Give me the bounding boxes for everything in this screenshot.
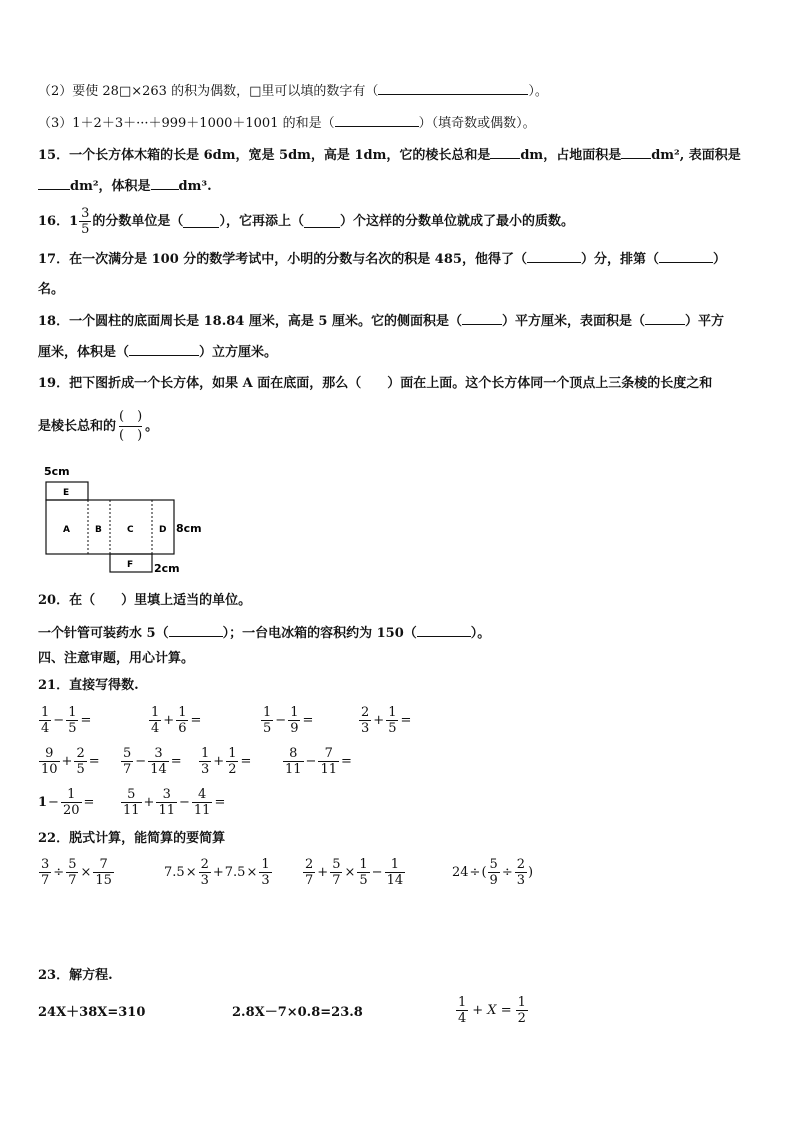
answer-blank[interactable] (378, 82, 528, 95)
answer-fraction[interactable]: $\frac{( )}{( )}$ (119, 409, 143, 443)
q22-expr-2: 7.5 × $\frac{2}{3}$ + 7.5 × $\frac{1}{3}$ (164, 857, 270, 888)
answer-blank[interactable] (151, 177, 179, 190)
q22-expr-3: $\frac{2}{7}$ + $\frac{5}{7}$ × $\frac{1}{5}$ − $\frac{1}{14}$ (305, 857, 404, 888)
q22-expr-1: $\frac{3}{7}$ ÷ $\frac{5}{7}$ × $\frac{7}{15}$ (41, 857, 112, 888)
q22-expr-4: 24 ÷ ( $\frac{5}{9}$ ÷ $\frac{2}{3}$ ) (452, 857, 534, 888)
q21-expr-7: $\frac{1}{3}$ + $\frac{1}{2}$ = (201, 746, 252, 777)
answer-blank[interactable] (417, 624, 471, 637)
dim-label-bottom: 2cm (154, 562, 180, 575)
answer-blank[interactable] (490, 146, 520, 159)
q19-line1: 19．把下图折成一个长方体，如果 A 面在底面，那么（ ）面在上面。这个长方体同一个顶点上三条棱的长度之和 (38, 376, 713, 391)
q21-expr-9: 1 − $\frac{1}{20}$ = (38, 787, 95, 818)
fraction: $\frac{3}{5}$ (81, 206, 90, 237)
answer-blank[interactable] (527, 250, 581, 263)
answer-blank[interactable] (462, 312, 502, 325)
answer-blank[interactable] (38, 177, 70, 190)
q23-equation-3: $\frac{1}{4}$ + X = $\frac{1}{2}$ (458, 995, 526, 1026)
q21-expr-6: $\frac{5}{7}$ − $\frac{3}{14}$ = (123, 746, 182, 777)
q21-expr-3: $\frac{1}{5}$ − $\frac{1}{9}$ = (263, 705, 314, 736)
q20-line2: 一个针管可装药水 5（ ）；一台电冰箱的容积约为 150（ ）。 (38, 626, 491, 641)
answer-blank[interactable] (304, 215, 340, 228)
face-label-a: A (63, 525, 70, 535)
q21-expr-1: $\frac{1}{4}$ − $\frac{1}{5}$ = (41, 705, 92, 736)
face-label-e: E (63, 488, 70, 498)
q17-line2: 名。 (38, 282, 65, 297)
face-label-b: B (95, 525, 102, 535)
answer-blank[interactable] (183, 215, 219, 228)
q15-line1: 15．一个长方体木箱的长是 6dm，宽是 5dm，高是 1dm，它的棱长总和是 dm，占地面积是 dm², 表面积是 (38, 148, 741, 163)
answer-blank[interactable] (169, 624, 223, 637)
answer-blank[interactable] (645, 312, 685, 325)
dim-label-top: 5cm (44, 465, 70, 478)
q16: 16． 1 $\frac{3}{5}$ 的分数单位是（ ），它再添上（ ）个这样的分数单位就成了最小的质数。 (38, 206, 574, 237)
q14-part3: （3）1＋2＋3＋···＋999＋1000＋1001 的和是（ ）（填奇数或偶数）。 (38, 116, 536, 131)
answer-blank[interactable] (335, 114, 419, 127)
q17-line1: 17．在一次满分是 100 分的数学考试中，小明的分数与名次的积是 485，他得了（ ）分，排第（ ） (38, 252, 726, 267)
q18-line1: 18．一个圆柱的底面周长是 18.84 厘米，高是 5 厘米。它的侧面积是（ ）平方厘米，表面积是（ ）平方 (38, 314, 724, 329)
mixed-whole: 1 (69, 213, 79, 229)
answer-blank[interactable] (621, 146, 651, 159)
q21-expr-5: $\frac{9}{10}$ + $\frac{2}{5}$ = (41, 746, 100, 777)
q21-expr-8: $\frac{8}{11}$ − $\frac{7}{11}$ = (285, 746, 352, 777)
face-label-c: C (127, 525, 134, 535)
q14-part2: （2）要使 28□×263 的积为偶数，□里可以填的数字有（ ）。 (38, 84, 548, 99)
q23-equation-1: 24X＋38X=310 (38, 1005, 146, 1020)
q14-2-text: （2）要使 28□×263 的积为偶数，□里可以填的数字有（ (38, 84, 379, 99)
face-label-f: F (127, 560, 134, 570)
q21-title: 21．直接写得数. (38, 678, 139, 693)
face-label-d: D (159, 525, 167, 535)
q23-title: 23．解方程. (38, 968, 113, 983)
q23-equation-2: 2.8X－7×0.8=23.8 (232, 1005, 363, 1020)
q21-expr-10: $\frac{5}{11}$ + $\frac{3}{11}$ − $\frac{4}{11}$ = (123, 787, 226, 818)
q20-line1: 20．在（ ）里填上适当的单位。 (38, 593, 252, 608)
cuboid-net-diagram (38, 462, 238, 582)
answer-blank[interactable] (659, 250, 713, 263)
q22-title: 22．脱式计算，能简算的要简算 (38, 831, 226, 846)
q15-line2: dm²，体积是 dm³. (38, 177, 212, 196)
section-heading: 四、注意审题，用心计算。 (38, 651, 195, 666)
q21-expr-4: $\frac{2}{3}$ + $\frac{1}{5}$ = (361, 705, 412, 736)
q21-expr-2: $\frac{1}{4}$ + $\frac{1}{6}$ = (151, 705, 202, 736)
answer-blank[interactable] (129, 343, 199, 356)
dim-label-right: 8cm (176, 522, 202, 535)
q18-line2: 厘米，体积是（ ）立方厘米。 (38, 345, 278, 360)
q19-line2: 是棱长总和的 $\frac{( )}{( )}$ 。 (38, 409, 159, 443)
